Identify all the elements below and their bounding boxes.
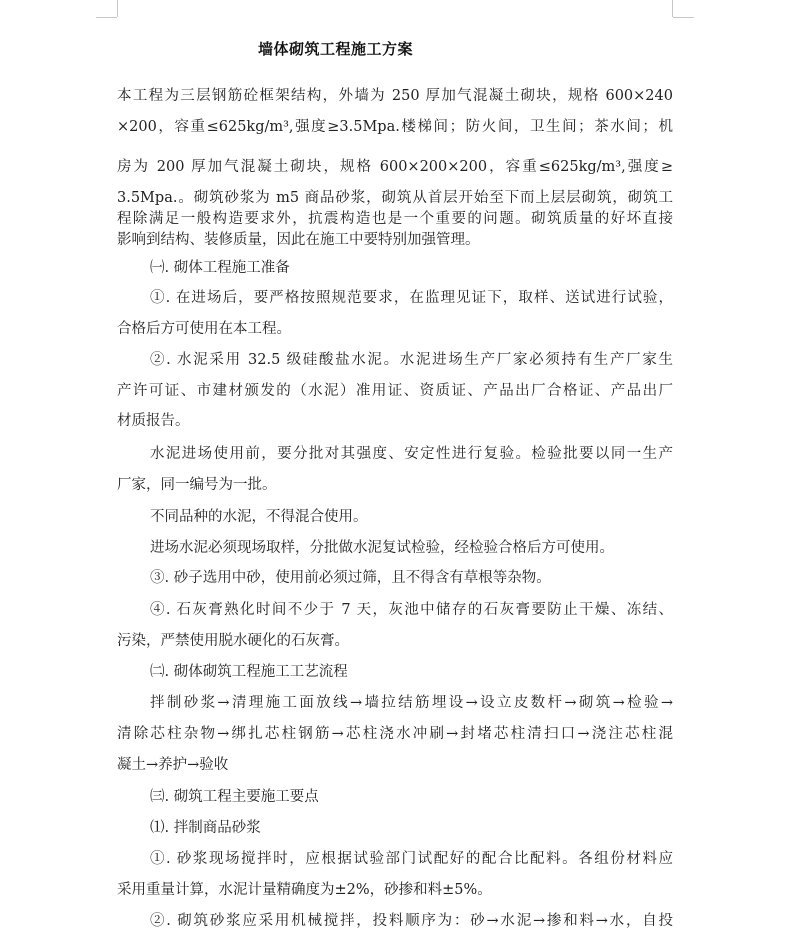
paragraph-line: 水泥进场使用前，要分批对其强度、安定性进行复验。检验批要以同一生产 (150, 446, 673, 462)
paragraph-line: 拌制砂浆→清理施工面放线→墙拉结筋埋设→设立皮数杆→砌筑→检验→ (150, 695, 673, 711)
paragraph-line: 房为 200 厚加气混凝土砌块，规格 600×200×200，容重≤625kg/m³,强度≥ (117, 159, 673, 175)
paragraph-line: 本工程为三层钢筋砼框架结构，外墙为 250 厚加气混凝土砌块，规格 600×240 (117, 88, 673, 104)
crop-mark-top-left (96, 17, 117, 18)
crop-mark-top-right (673, 17, 694, 18)
paragraph-line: 3.5Mpa.。砌筑砂浆为 m5 商品砂浆，砌筑从首层开始至下而上层层砌筑，砌筑工 (117, 190, 673, 206)
paragraph-line: 污染，严禁使用脱水硬化的石灰膏。 (117, 633, 349, 649)
paragraph-line: 凝土→养护→验收 (117, 757, 229, 773)
crop-mark-top-right (672, 0, 673, 17)
document-title: 墙体砌筑工程施工方案 (258, 40, 414, 58)
paragraph-line: 程除满足一般构造要求外，抗震构造也是一个重要的问题。砌筑质量的好坏直接 (117, 211, 673, 227)
section-heading: ㈡. 砌体砌筑工程施工工艺流程 (150, 664, 348, 680)
paragraph-line: ②. 水泥采用 32.5 级硅酸盐水泥。水泥进场生产厂家必须持有生产厂家生 (150, 352, 673, 368)
paragraph-line: 材质报告。 (117, 413, 190, 429)
paragraph-line: 影响到结构、装修质量，因此在施工中要特别加强管理。 (117, 232, 480, 248)
paragraph-line: ④. 石灰膏熟化时间不少于 7 天，灰池中储存的石灰膏要防止干燥、冻结、 (150, 602, 673, 618)
paragraph-line: ②. 砌筑砂浆应采用机械搅拌，投料顺序为：砂→水泥→掺和料→水，自投 (150, 913, 673, 929)
crop-mark-top-left (117, 0, 118, 17)
paragraph-line: 不同品种的水泥，不得混合使用。 (150, 509, 368, 525)
paragraph-line: ①. 在进场后，要严格按照规范要求，在监理见证下，取样、送试进行试验， (150, 290, 673, 306)
paragraph-line: ③. 砂子选用中砂，使用前必须过筛，且不得含有草根等杂物。 (150, 570, 551, 586)
paragraph-line: 清除芯柱杂物→绑扎芯柱钢筋→芯柱浇水冲刷→封堵芯柱清扫口→浇注芯柱混 (117, 726, 673, 742)
paragraph-line: 进场水泥必须现场取样，分批做水泥复试检验，经检验合格后方可使用。 (150, 540, 614, 556)
section-heading: ㈠. 砌体工程施工准备 (150, 260, 290, 276)
paragraph-line: 厂家，同一编号为一批。 (117, 477, 277, 493)
subsection-heading: ⑴. 拌制商品砂浆 (150, 820, 261, 836)
paragraph-line: ①. 砂浆现场搅拌时，应根据试验部门试配好的配合比配料。各组份材料应 (150, 851, 673, 867)
paragraph-line: 采用重量计算，水泥计量精确度为±2%，砂掺和料±5%。 (117, 882, 492, 898)
paragraph-line: 合格后方可使用在本工程。 (117, 321, 291, 337)
paragraph-line: ×200，容重≤625kg/m³,强度≥3.5Mpa.楼梯间；防火间，卫生间；茶水间；机 (117, 119, 673, 135)
paragraph-line: 产许可证、市建材颁发的（水泥）准用证、资质证、产品出厂合格证、产品出厂 (117, 383, 673, 399)
section-heading: ㈢. 砌筑工程主要施工要点 (150, 789, 319, 805)
